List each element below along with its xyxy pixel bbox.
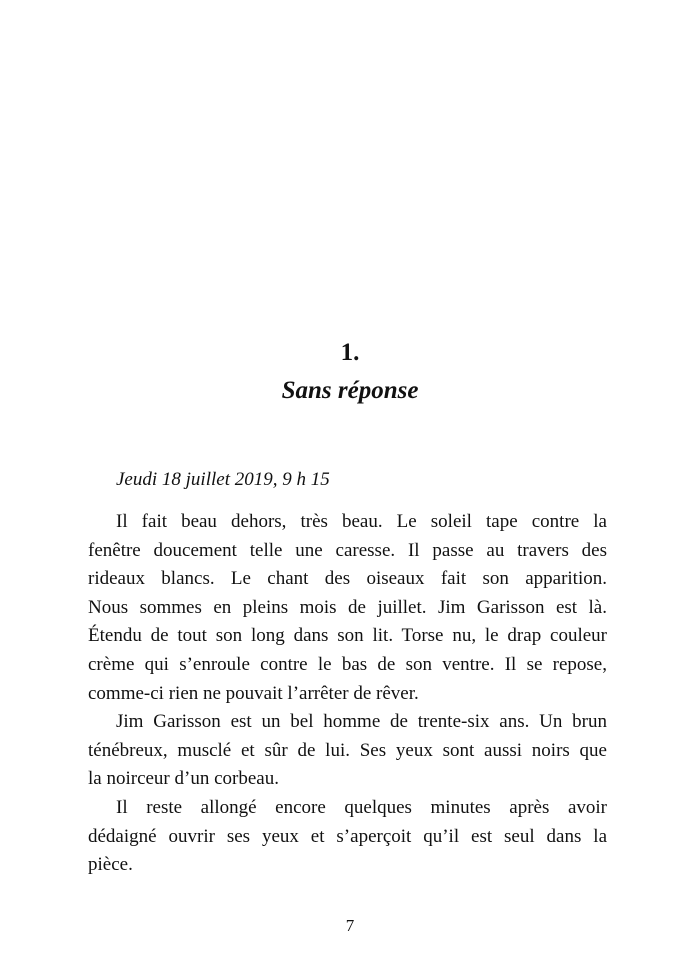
chapter-number: 1. (340, 339, 360, 366)
text-line: pièce. (88, 854, 133, 876)
text-line: Étendu de tout son long dans son lit. Torse nu, le drap couleur (88, 625, 607, 647)
text-line: Jim Garisson est un bel homme de trente-six ans. Un brun (116, 711, 607, 733)
paragraph-3 (88, 794, 607, 880)
body-text (88, 508, 607, 880)
dateline: Jeudi 18 juillet 2019, 9 h 15 (116, 469, 330, 490)
text-line: dédaigné ouvrir ses yeux et s’aperçoit qu’il est seul dans la (88, 825, 607, 847)
text-line: ténébreux, musclé et sûr de lui. Ses yeux sont aussi noirs que (88, 739, 607, 761)
paragraph-2 (88, 708, 607, 794)
text-line: la noirceur d’un corbeau. (88, 768, 279, 790)
chapter-title: Sans réponse (281, 377, 419, 404)
paragraph-1 (88, 508, 607, 708)
text-line: rideaux blancs. Le chant des oiseaux fait son apparition. (88, 568, 607, 590)
text-line: Il reste allongé encore quelques minutes après avoir (116, 796, 607, 818)
page-number: 7 (345, 916, 355, 935)
text-line: Nous sommes en pleins mois de juillet. Jim Garisson est là. (88, 596, 607, 618)
text-line: crème qui s’enroule contre le bas de son ventre. Il se repose, (88, 653, 607, 675)
text-line: comme-ci rien ne pouvait l’arrêter de rêver. (88, 682, 419, 704)
text-line: Il fait beau dehors, très beau. Le soleil tape contre la (116, 511, 607, 532)
text-line: fenêtre doucement telle une caresse. Il passe au travers des (88, 539, 607, 561)
